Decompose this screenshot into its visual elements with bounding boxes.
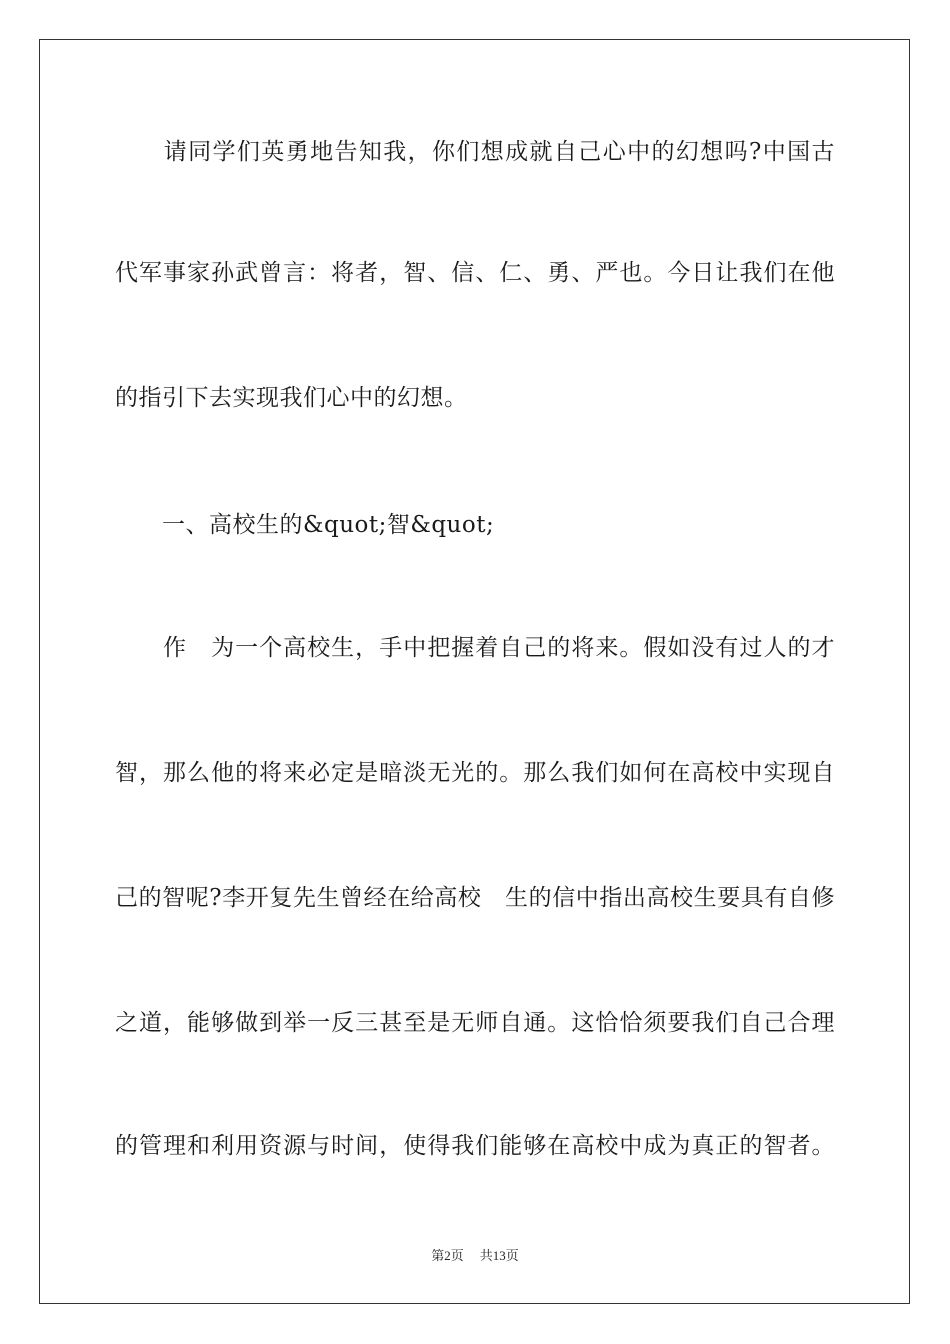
paragraph-line-7: 之道，能够做到举一反三甚至是无师自通。这恰恰须要我们自己合理	[115, 1010, 835, 1036]
paragraph-line-4: 作 为一个高校生，手中把握着自己的将来。假如没有过人的才	[115, 635, 835, 661]
page-number: 第2页	[431, 1248, 464, 1263]
paragraph-line-2: 代军事家孙武曾言：将者，智、信、仁、勇、严也。今日让我们在他	[115, 260, 835, 286]
paragraph-line-6: 己的智呢?李开复先生曾经在给高校 生的信中指出高校生要具有自修	[115, 885, 835, 911]
section-heading: 一、高校生的&quot;智&quot;	[115, 512, 495, 538]
page-total: 共13页	[479, 1248, 519, 1263]
page-footer	[0, 1247, 950, 1265]
paragraph-line-1: 请同学们英勇地告知我，你们想成就自己心中的幻想吗?中国古	[115, 139, 835, 165]
paragraph-line-8: 的管理和利用资源与时间，使得我们能够在高校中成为真正的智者。	[115, 1133, 835, 1159]
paragraph-line-5: 智，那么他的将来必定是暗淡无光的。那么我们如何在高校中实现自	[115, 760, 835, 786]
paragraph-line-3: 的指引下去实现我们心中的幻想。	[115, 385, 468, 411]
page-border	[39, 39, 910, 1304]
